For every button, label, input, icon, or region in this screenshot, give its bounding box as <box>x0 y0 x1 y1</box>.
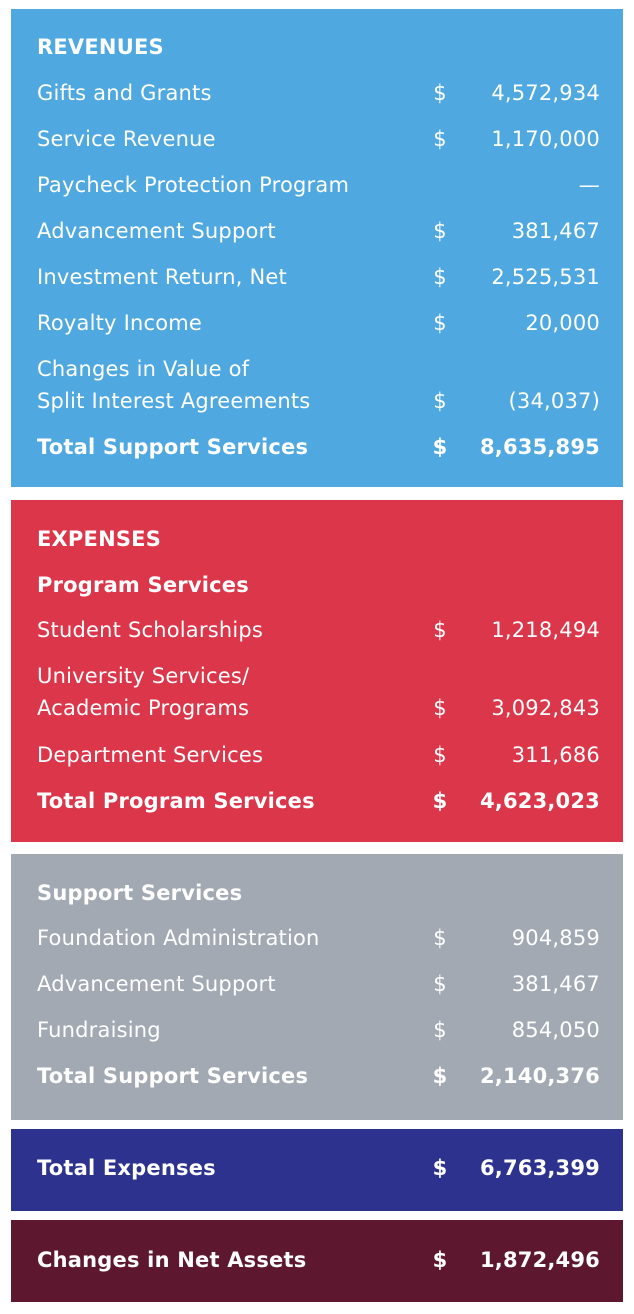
revenue-row-gifts <box>11 77 623 109</box>
support-services-panel <box>11 854 623 1120</box>
program-services-heading-row <box>11 569 623 601</box>
support-row-advancement <box>11 968 623 1000</box>
row-label: Investment Return, Net <box>37 265 287 289</box>
currency-symbol: $ <box>432 1064 448 1088</box>
row-label: Paycheck Protection Program <box>37 173 350 197</box>
total-label: Total Program Services <box>37 789 315 813</box>
expenses-heading: EXPENSES <box>37 527 162 551</box>
row-value: 20,000 <box>525 311 600 335</box>
total-value: 2,140,376 <box>479 1064 600 1088</box>
row-label: Royalty Income <box>37 311 203 335</box>
row-label: Advancement Support <box>37 972 276 996</box>
row-label-line2: Academic Programs <box>37 696 250 720</box>
row-label: Department Services <box>37 743 264 767</box>
total-expenses-row <box>11 1152 623 1184</box>
row-label-line1: University Services/ <box>37 664 250 688</box>
revenue-row-ppp <box>11 169 623 201</box>
currency-symbol: $ <box>433 1018 447 1042</box>
total-value: 4,623,023 <box>479 789 600 813</box>
total-expenses-panel <box>11 1129 623 1211</box>
total-label: Changes in Net Assets <box>37 1248 307 1272</box>
revenue-row-split-interest <box>11 353 623 417</box>
row-value: (34,037) <box>508 389 600 413</box>
row-value: 904,859 <box>511 926 600 950</box>
row-value: 1,218,494 <box>491 618 600 642</box>
currency-symbol: $ <box>432 789 448 813</box>
currency-symbol: $ <box>432 435 448 459</box>
row-value: 854,050 <box>511 1018 600 1042</box>
total-label: Total Support Services <box>37 435 309 459</box>
revenue-row-investment <box>11 261 623 293</box>
support-services-heading: Support Services <box>37 881 243 905</box>
currency-symbol: $ <box>433 618 447 642</box>
row-value: — <box>578 173 600 197</box>
support-row-fundraising <box>11 1014 623 1046</box>
support-row-foundation <box>11 922 623 954</box>
total-value: 6,763,399 <box>479 1156 600 1180</box>
currency-symbol: $ <box>433 81 447 105</box>
row-value: 381,467 <box>511 972 600 996</box>
revenue-row-service <box>11 123 623 155</box>
currency-symbol: $ <box>433 219 447 243</box>
currency-symbol: $ <box>433 696 447 720</box>
currency-symbol: $ <box>433 972 447 996</box>
row-label: Gifts and Grants <box>37 81 212 105</box>
currency-symbol: $ <box>432 1156 448 1180</box>
row-value: 1,170,000 <box>491 127 600 151</box>
expense-row-scholarships <box>11 614 623 646</box>
revenue-row-advancement <box>11 215 623 247</box>
expense-row-department <box>11 739 623 771</box>
row-value: 3,092,843 <box>491 696 600 720</box>
revenue-row-royalty <box>11 307 623 339</box>
total-label: Total Expenses <box>37 1156 216 1180</box>
row-value: 381,467 <box>511 219 600 243</box>
currency-symbol: $ <box>433 265 447 289</box>
row-value: 311,686 <box>511 743 600 767</box>
currency-symbol: $ <box>433 311 447 335</box>
row-label: Student Scholarships <box>37 618 264 642</box>
support-services-total-row <box>11 1060 623 1092</box>
row-label: Fundraising <box>37 1018 161 1042</box>
program-services-heading: Program Services <box>37 573 249 597</box>
net-assets-row <box>11 1244 623 1276</box>
currency-symbol: $ <box>433 926 447 950</box>
revenues-heading: REVENUES <box>37 35 164 59</box>
revenues-total-row <box>11 431 623 463</box>
currency-symbol: $ <box>433 389 447 413</box>
total-value: 8,635,895 <box>479 435 600 459</box>
row-label-line2: Split Interest Agreements <box>37 389 311 413</box>
program-services-total-row <box>11 785 623 817</box>
row-value: 4,572,934 <box>491 81 600 105</box>
expenses-heading-row <box>11 523 623 555</box>
row-value: 2,525,531 <box>491 265 600 289</box>
total-value: 1,872,496 <box>479 1248 600 1272</box>
currency-symbol: $ <box>432 1248 448 1272</box>
row-label: Service Revenue <box>37 127 216 151</box>
currency-symbol: $ <box>433 127 447 151</box>
expenses-panel <box>11 500 623 842</box>
expense-row-university <box>11 660 623 724</box>
row-label: Advancement Support <box>37 219 276 243</box>
revenues-heading-row <box>11 31 623 63</box>
revenues-panel <box>11 9 623 487</box>
total-label: Total Support Services <box>37 1064 309 1088</box>
support-services-heading-row <box>11 877 623 909</box>
row-label: Foundation Administration <box>37 926 320 950</box>
row-label-line1: Changes in Value of <box>37 357 250 381</box>
net-assets-panel <box>11 1220 623 1302</box>
currency-symbol: $ <box>433 743 447 767</box>
